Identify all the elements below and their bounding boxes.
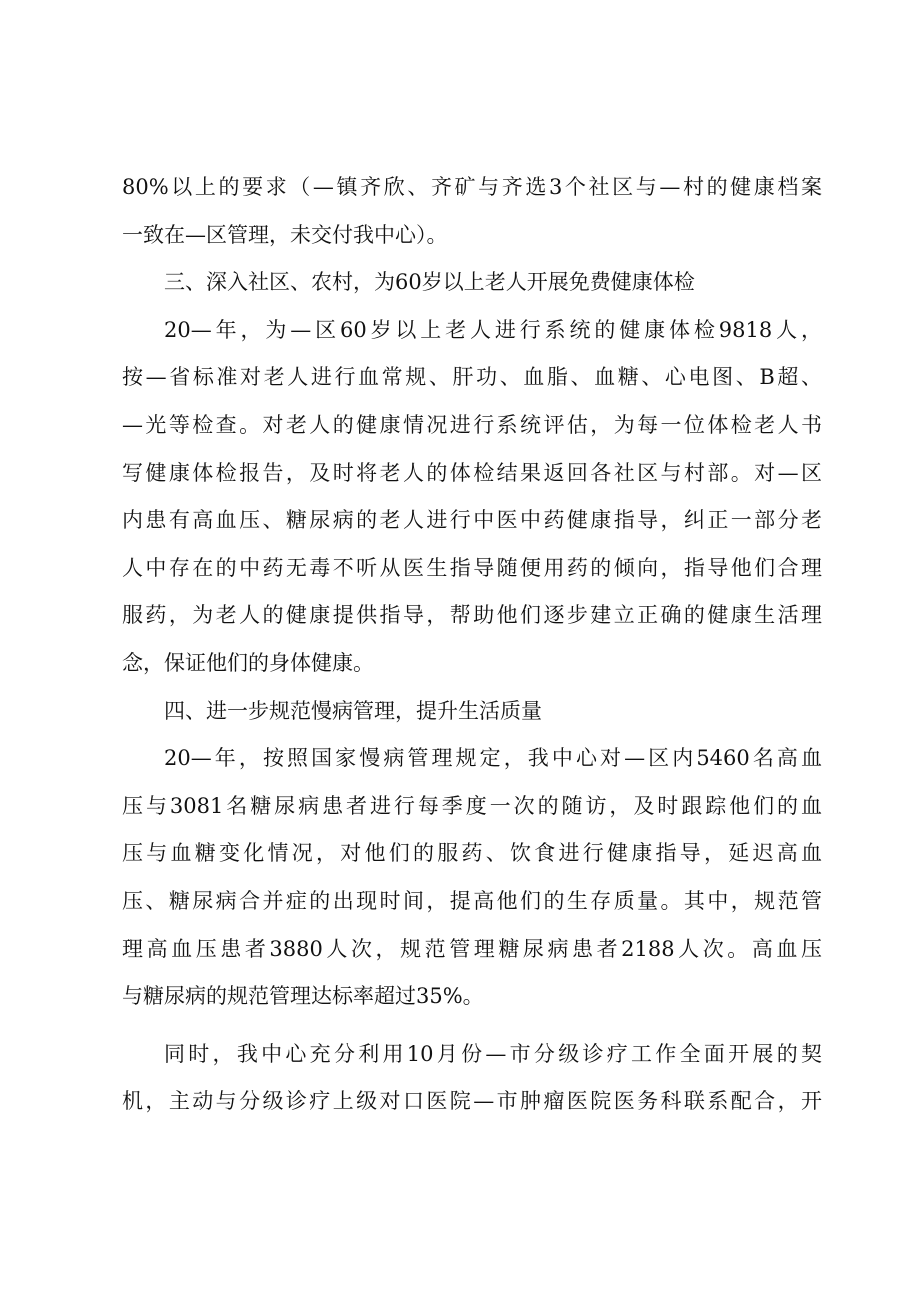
section-heading: 三、深入社区、农村，为60岁以上老人开展免费健康体检 (164, 270, 695, 295)
paragraph-line: 80%以上的要求（—镇齐欣、齐矿与齐选3个社区与—村的健康档案 (122, 175, 822, 199)
paragraph-line: —光等检查。对老人的健康情况进行系统评估，为每一位体检老人书 (122, 412, 822, 437)
paragraph-line: 与糖尿病的规范管理达标率超过35%。 (122, 984, 484, 1009)
paragraph-line: 念，保证他们的身体健康。 (122, 650, 374, 675)
paragraph-line: 理高血压患者3880人次，规范管理糖尿病患者2188人次。高血压 (122, 936, 822, 961)
paragraph-line: 压与血糖变化情况，对他们的服药、饮食进行健康指导，延迟高血 (122, 841, 822, 866)
section-heading: 四、进一步规范慢病管理，提升生活质量 (164, 698, 542, 723)
paragraph-line: 同时，我中心充分利用10月份—市分级诊疗工作全面开展的契 (164, 1041, 822, 1066)
paragraph-line: 机，主动与分级诊疗上级对口医院—市肿瘤医院医务科联系配合，开 (122, 1089, 822, 1114)
paragraph-line: 内患有高血压、糖尿病的老人进行中医中药健康指导，纠正一部分老 (122, 508, 822, 533)
paragraph-line: 写健康体检报告，及时将老人的体检结果返回各社区与村部。对—区 (122, 460, 822, 485)
paragraph-line: 服药，为老人的健康提供指导，帮助他们逐步建立正确的健康生活理 (122, 603, 822, 628)
paragraph-line: 20—年，为—区60岁以上老人进行系统的健康体检9818人， (164, 317, 822, 342)
paragraph-line: 一致在—区管理，未交付我中心）。 (122, 222, 448, 247)
paragraph-gap (122, 1021, 822, 1031)
paragraph-line: 按—省标准对老人进行血常规、肝功、血脂、血糖、心电图、B超、 (122, 365, 822, 390)
paragraph-line: 压、糖尿病合并症的出现时间，提高他们的生存质量。其中，规范管 (122, 888, 822, 913)
paragraph-line: 压与3081名糖尿病患者进行每季度一次的随访，及时跟踪他们的血 (122, 793, 822, 818)
paragraph-line: 人中存在的中药无毒不听从医生指导随便用药的倾向，指导他们合理 (122, 555, 822, 580)
paragraph-line: 20—年，按照国家慢病管理规定，我中心对—区内5460名高血 (164, 746, 822, 771)
document-body (122, 164, 822, 1126)
